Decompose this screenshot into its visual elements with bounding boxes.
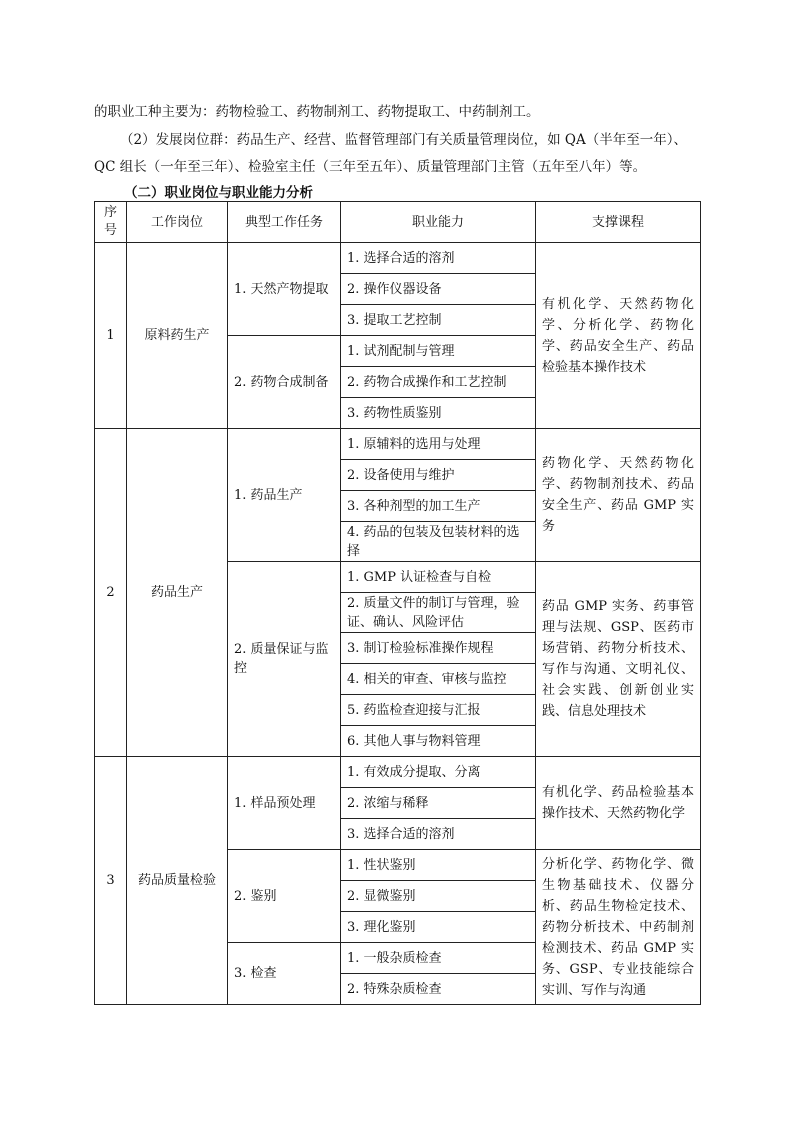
ability-cell: 2. 设备使用与维护: [341, 460, 536, 491]
ability-cell: 3. 药物性质鉴别: [341, 398, 536, 429]
ability-cell: 1. 一般杂质检查: [341, 943, 536, 974]
ability-cell: 2. 质量文件的制订与管理，验证、确认、风险评估: [341, 593, 536, 633]
post-cell: 原料药生产: [127, 243, 228, 429]
table-header-row: [95, 202, 701, 243]
ability-cell: 3. 提取工艺控制: [341, 305, 536, 336]
task-cell: 2. 鉴别: [228, 850, 341, 943]
course-cell: 分析化学、药物化学、微生物基础技术、仪器分析、药品生物检定技术、药物分析技术、中药制剂检测技术、药品 GMP 实务、GSP、专业技能综合实训、写作与沟通: [536, 850, 701, 1005]
ability-cell: 6. 其他人事与物料管理: [341, 726, 536, 757]
seq-cell: 1: [95, 243, 127, 429]
ability-cell: 1. 选择合适的溶剂: [341, 243, 536, 274]
ability-cell: 1. 性状鉴别: [341, 850, 536, 881]
table-row: [95, 757, 701, 788]
ability-cell: 2. 操作仪器设备: [341, 274, 536, 305]
ability-cell: 2. 特殊杂质检查: [341, 974, 536, 1005]
header-task: 典型工作任务: [228, 202, 341, 243]
ability-cell: 4. 相关的审查、审核与监控: [341, 664, 536, 695]
ability-cell: 3. 制订检验标准操作规程: [341, 633, 536, 664]
seq-cell: 2: [95, 429, 127, 757]
header-ability: 职业能力: [341, 202, 536, 243]
job-analysis-table: [94, 201, 701, 1005]
task-cell: 1. 药品生产: [228, 429, 341, 562]
ability-cell: 1. 试剂配制与管理: [341, 336, 536, 367]
course-cell: 药物化学、天然药物化学、药物制剂技术、药品安全生产、药品 GMP 实务: [536, 429, 701, 562]
seq-cell: 3: [95, 757, 127, 1005]
ability-cell: 3. 各种剂型的加工生产: [341, 491, 536, 522]
ability-cell: 4. 药品的包装及包装材料的选择: [341, 522, 536, 562]
task-cell: 1. 样品预处理: [228, 757, 341, 850]
header-seq: 序号: [95, 202, 127, 243]
task-cell: 3. 检查: [228, 943, 341, 1005]
ability-cell: 2. 药物合成操作和工艺控制: [341, 367, 536, 398]
ability-cell: 3. 选择合适的溶剂: [341, 819, 536, 850]
table-row: [95, 243, 701, 274]
course-cell: 药品 GMP 实务、药事管理与法规、GSP、医药市场营销、药物分析技术、写作与沟通、文明礼仪、社会实践、创新创业实践、信息处理技术: [536, 562, 701, 757]
ability-cell: 1. GMP 认证检查与自检: [341, 562, 536, 593]
table-row: [95, 429, 701, 460]
section-heading: （二）职业岗位与职业能力分析: [124, 185, 313, 201]
paragraph-line-3: QC 组长（一年至三年）、检验室主任（三年至五年）、质量管理部门主管（五年至八年）等。: [94, 159, 647, 175]
post-cell: 药品质量检验: [127, 757, 228, 1005]
course-cell: 有机化学、天然药物化学、分析化学、药物化学、药品安全生产、药品检验基本操作技术: [536, 243, 701, 429]
ability-cell: 2. 浓缩与稀释: [341, 788, 536, 819]
header-course: 支撑课程: [536, 202, 701, 243]
ability-cell: 2. 显微鉴别: [341, 881, 536, 912]
header-post: 工作岗位: [127, 202, 228, 243]
task-cell: 2. 质量保证与监控: [228, 562, 341, 757]
ability-cell: 5. 药监检查迎接与汇报: [341, 695, 536, 726]
task-cell: 2. 药物合成制备: [228, 336, 341, 429]
ability-cell: 1. 有效成分提取、分离: [341, 757, 536, 788]
ability-cell: 3. 理化鉴别: [341, 912, 536, 943]
paragraph-line-1: 的职业工种主要为：药物检验工、药物制剂工、药物提取工、中药制剂工。: [94, 104, 540, 120]
course-cell: 有机化学、药品检验基本操作技术、天然药物化学: [536, 757, 701, 850]
ability-cell: 1. 原辅料的选用与处理: [341, 429, 536, 460]
post-cell: 药品生产: [127, 429, 228, 757]
task-cell: 1. 天然产物提取: [228, 243, 341, 336]
paragraph-line-2: （2）发展岗位群：药品生产、经营、监督管理部门有关质量管理岗位，如 QA（半年至一年）、: [120, 132, 687, 148]
